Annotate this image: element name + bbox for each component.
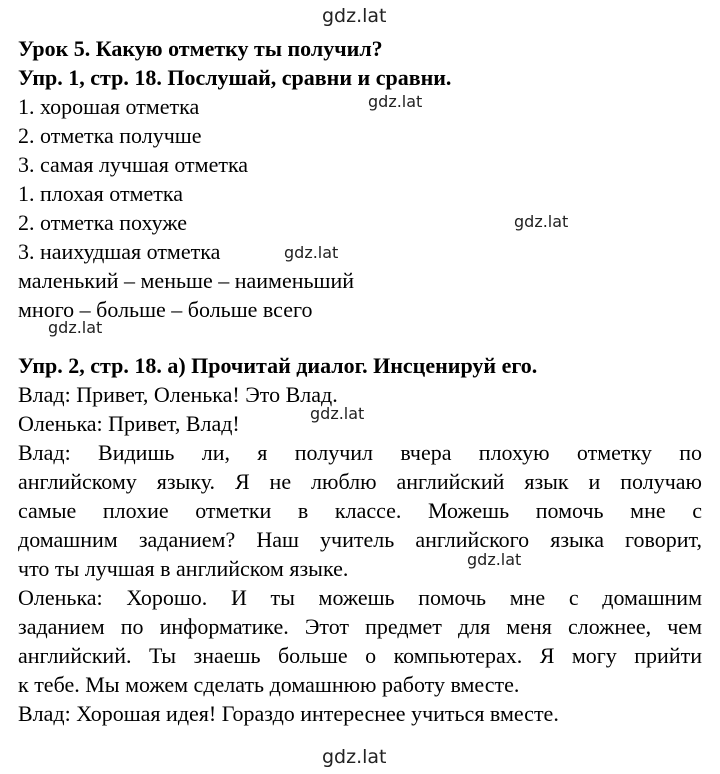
exercise-1-line: 3. самая лучшая отметка (18, 152, 249, 177)
watermark: gdz.lat (48, 318, 103, 337)
dialog-line: Влад: Хорошая идея! Гораздо интереснее учиться вместе. (18, 701, 559, 726)
dialog-line: английский. Ты знаешь больше о компьютерах. Я могу прийти (18, 643, 702, 668)
dialog-line: Влад: Видишь ли, я получил вчера плохую отметку по (18, 440, 702, 465)
watermark: gdz.lat (284, 243, 339, 262)
watermark: gdz.lat (322, 5, 387, 27)
dialog-line: к тебе. Мы можем сделать домашнюю работу вместе. (18, 672, 520, 697)
exercise-1-line: маленький – меньше – наименьший (18, 268, 355, 293)
dialog-line: английскому языку. Я не люблю английский язык и получаю (18, 469, 702, 494)
dialog-line: Влад: Привет, Оленька! Это Влад. (18, 382, 338, 407)
watermark: gdz.lat (368, 92, 423, 111)
exercise-1-line: 2. отметка похуже (18, 210, 188, 235)
dialog-line: что ты лучшая в английском языке. (18, 556, 349, 581)
exercise-1-line: много – больше – больше всего (18, 297, 313, 322)
dialog-line: самые плохие отметки в классе. Можешь помочь мне с (18, 498, 702, 523)
exercise-1-line: 1. хорошая отметка (18, 94, 200, 119)
exercise-2-heading: Упр. 2, стр. 18. а) Прочитай диалог. Инсценируй его. (18, 353, 538, 378)
dialog-line: домашним заданием? Наш учитель английского языка говорит, (18, 527, 702, 552)
lesson-title: Урок 5. Какую отметку ты получил? (18, 36, 383, 61)
exercise-1-line: 1. плохая отметка (18, 181, 184, 206)
watermark: gdz.lat (310, 404, 365, 423)
exercise-1-heading: Упр. 1, стр. 18. Послушай, сравни и сравни. (18, 65, 452, 90)
watermark: gdz.lat (322, 746, 387, 768)
dialog-line: Оленька: Привет, Влад! (18, 411, 240, 436)
exercise-1-line: 3. наихудшая отметка (18, 239, 221, 264)
exercise-1-line: 2. отметка получше (18, 123, 202, 148)
watermark: gdz.lat (467, 550, 522, 569)
dialog-line: Оленька: Хорошо. И ты можешь помочь мне с домашним (18, 585, 702, 610)
watermark: gdz.lat (514, 212, 569, 231)
dialog-line: заданием по информатике. Этот предмет для меня сложнее, чем (18, 614, 702, 639)
